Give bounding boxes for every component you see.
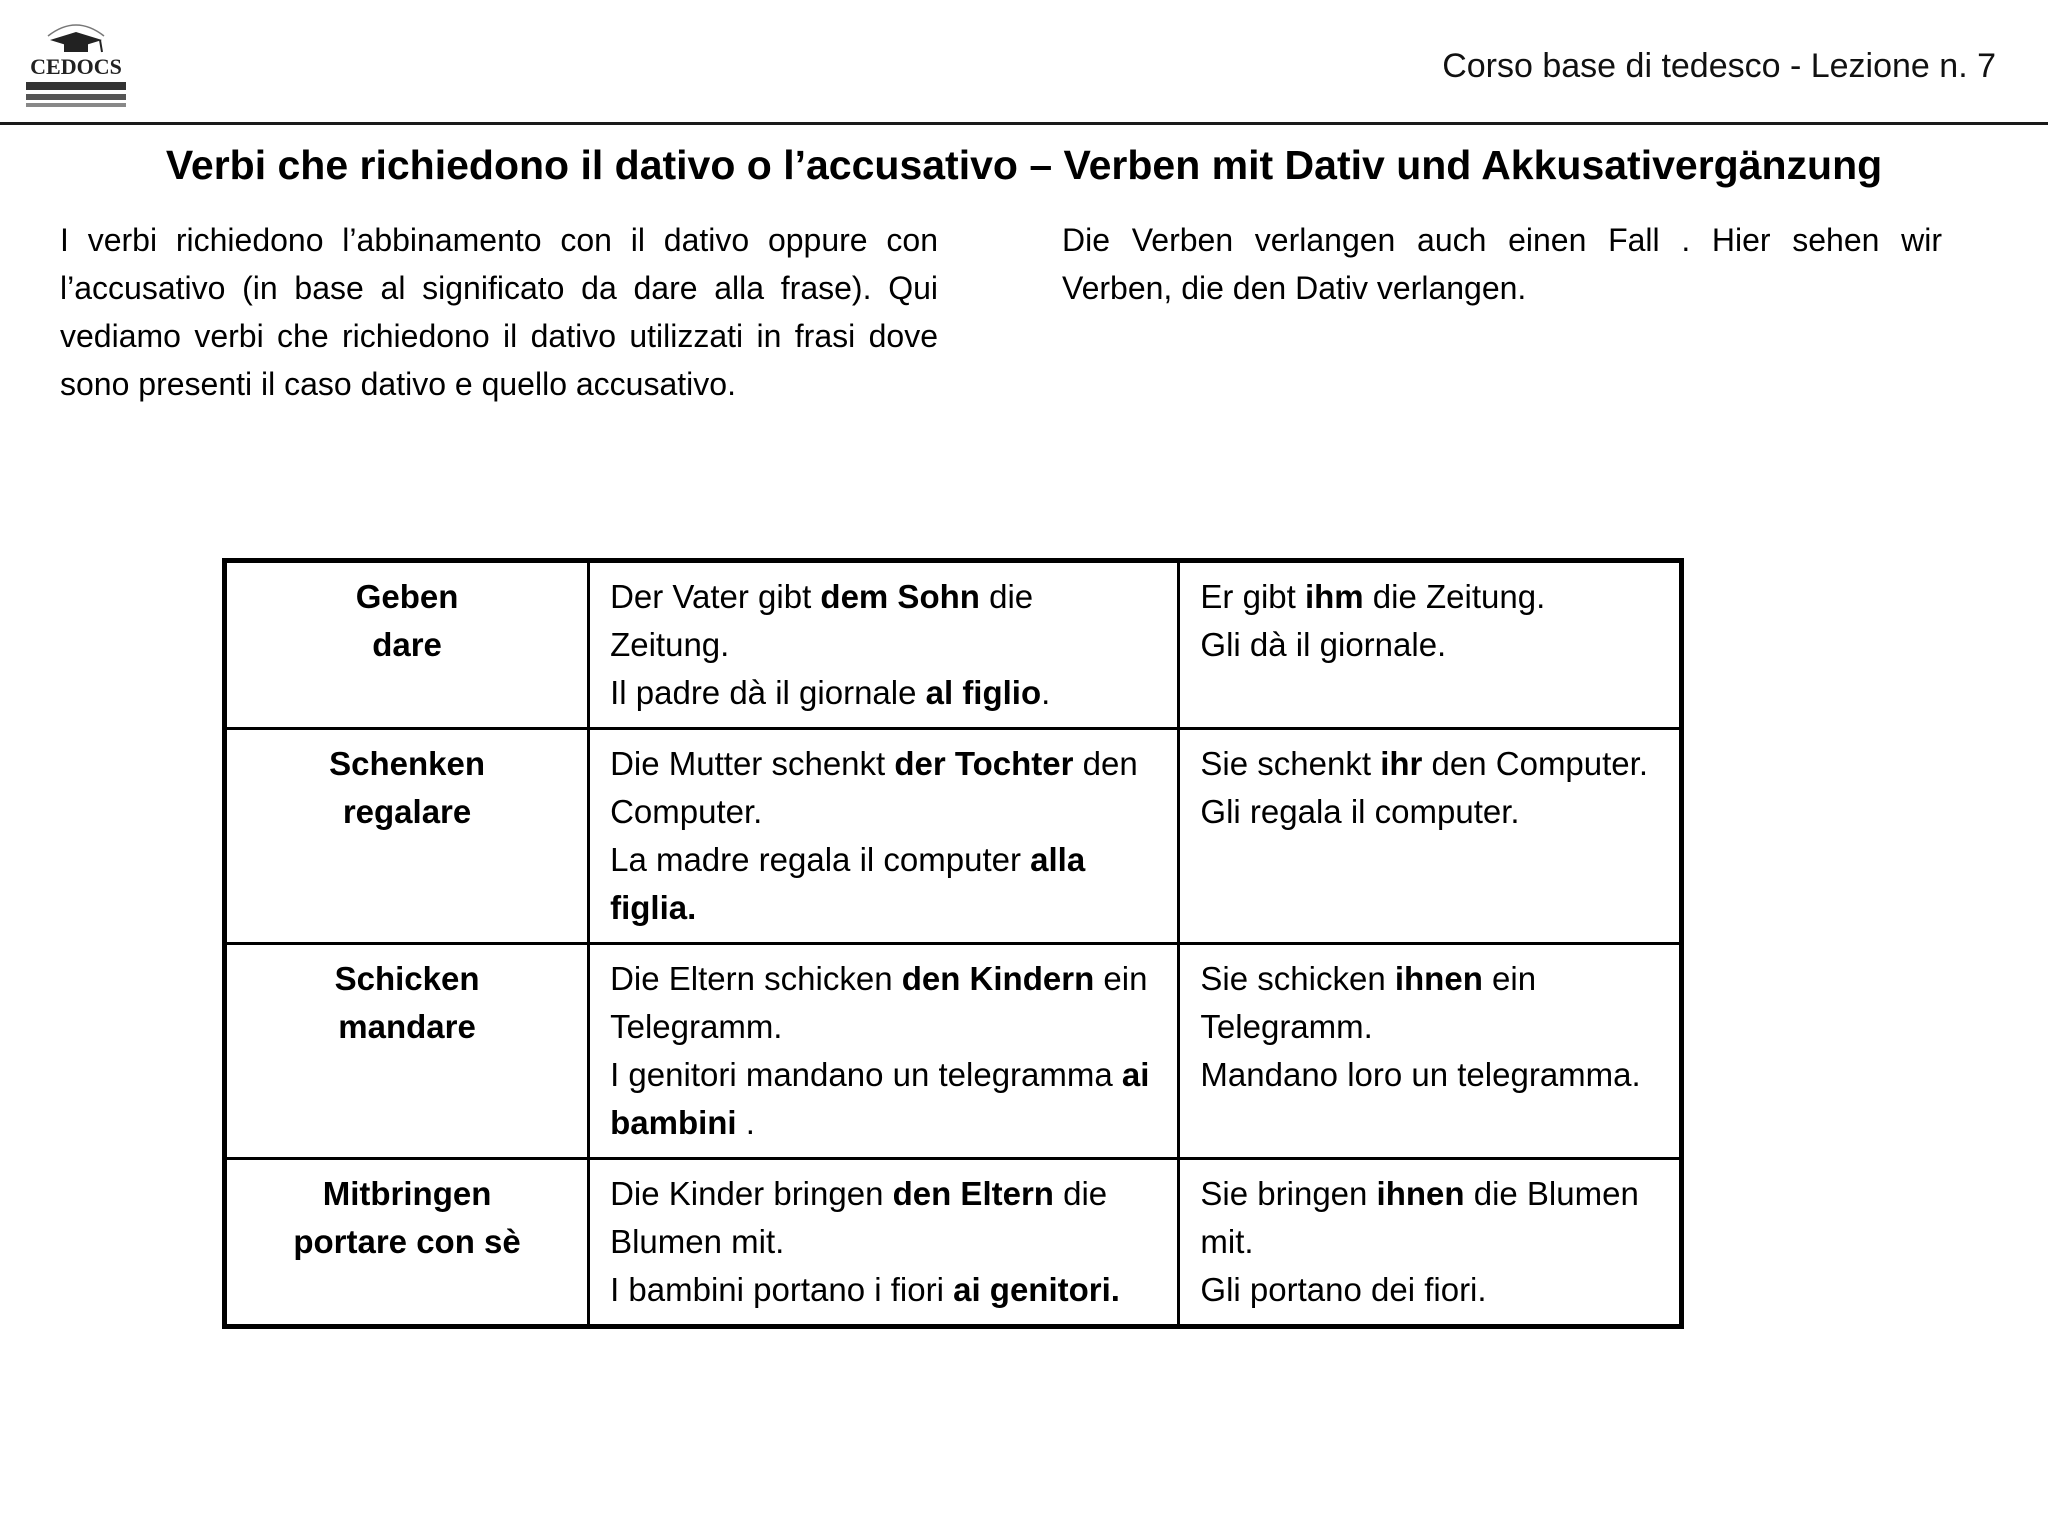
pronoun-cell <box>1179 944 1682 1159</box>
pronoun-cell <box>1179 1159 1682 1327</box>
example-italian: I genitori mandano un telegramma ai bambini . <box>610 1056 1150 1141</box>
verb-cell <box>225 729 589 944</box>
pronoun-german: Sie bringen ihnen die Blumen mit. <box>1200 1175 1639 1260</box>
example-german: Die Mutter schenkt der Tochter den Computer. <box>610 745 1138 830</box>
verb-cell <box>225 944 589 1159</box>
course-title: Corso base di tedesco - Lezione n. 7 <box>1442 47 1996 85</box>
pronoun-german: Er gibt ihm die Zeitung. <box>1200 578 1546 615</box>
pronoun-cell <box>1179 561 1682 729</box>
example-italian: Il padre dà il giornale al figlio. <box>610 674 1051 711</box>
example-italian: I bambini portano i fiori ai genitori. <box>610 1271 1120 1308</box>
pronoun-italian: Mandano loro un telegramma. <box>1200 1056 1641 1093</box>
verb-cell <box>225 561 589 729</box>
cedocs-logo <box>20 18 132 110</box>
verb-german: Mitbringen <box>322 1175 492 1212</box>
intro-german: Die Verben verlangen auch einen Fall . Hier sehen wir Verben, die den Dativ verlangen. <box>1062 222 1942 306</box>
example-cell <box>589 1159 1179 1327</box>
pronoun-german: Sie schenkt ihr den Computer. <box>1200 745 1648 782</box>
svg-text:CEDOCS: CEDOCS <box>30 54 122 79</box>
verb-german: Schenken <box>329 745 485 782</box>
table-row <box>225 1159 1682 1327</box>
intro-italian: I verbi richiedono l’abbinamento con il dativo oppure con l’accusativo (in base al significato da dare alla frase). Qui vediamo verbi che richiedono il dativo utilizzati in frasi dove sono presenti il caso dativo e quello accusativo. <box>60 222 938 402</box>
pronoun-german: Sie schicken ihnen ein Telegramm. <box>1200 960 1537 1045</box>
verb-italian: dare <box>372 626 442 663</box>
verb-table <box>222 558 1684 1329</box>
verb-italian: portare con sè <box>293 1223 521 1260</box>
example-german: Die Kinder bringen den Eltern die Blumen mit. <box>610 1175 1108 1260</box>
example-italian: La madre regala il computer alla figlia. <box>610 841 1086 926</box>
verb-cell <box>225 1159 589 1327</box>
table-row <box>225 561 1682 729</box>
table-row <box>225 729 1682 944</box>
page-title: Verbi che richiedono il dativo o l’accusativo – Verben mit Dativ und Akkusativergänzung <box>165 142 1883 188</box>
example-german: Die Eltern schicken den Kindern ein Telegramm. <box>610 960 1148 1045</box>
example-cell <box>589 561 1179 729</box>
header <box>0 0 2048 124</box>
pronoun-cell <box>1179 729 1682 944</box>
example-cell <box>589 944 1179 1159</box>
pronoun-italian: Gli regala il computer. <box>1200 793 1520 830</box>
example-german: Der Vater gibt dem Sohn die Zeitung. <box>610 578 1034 663</box>
verb-italian: regalare <box>342 793 472 830</box>
table-row <box>225 944 1682 1159</box>
pronoun-italian: Gli dà il giornale. <box>1200 626 1447 663</box>
header-divider <box>0 122 2048 125</box>
verb-german: Geben <box>355 578 459 615</box>
pronoun-italian: Gli portano dei fiori. <box>1200 1271 1487 1308</box>
verb-italian: mandare <box>338 1008 476 1045</box>
example-cell <box>589 729 1179 944</box>
verb-german: Schicken <box>334 960 480 997</box>
